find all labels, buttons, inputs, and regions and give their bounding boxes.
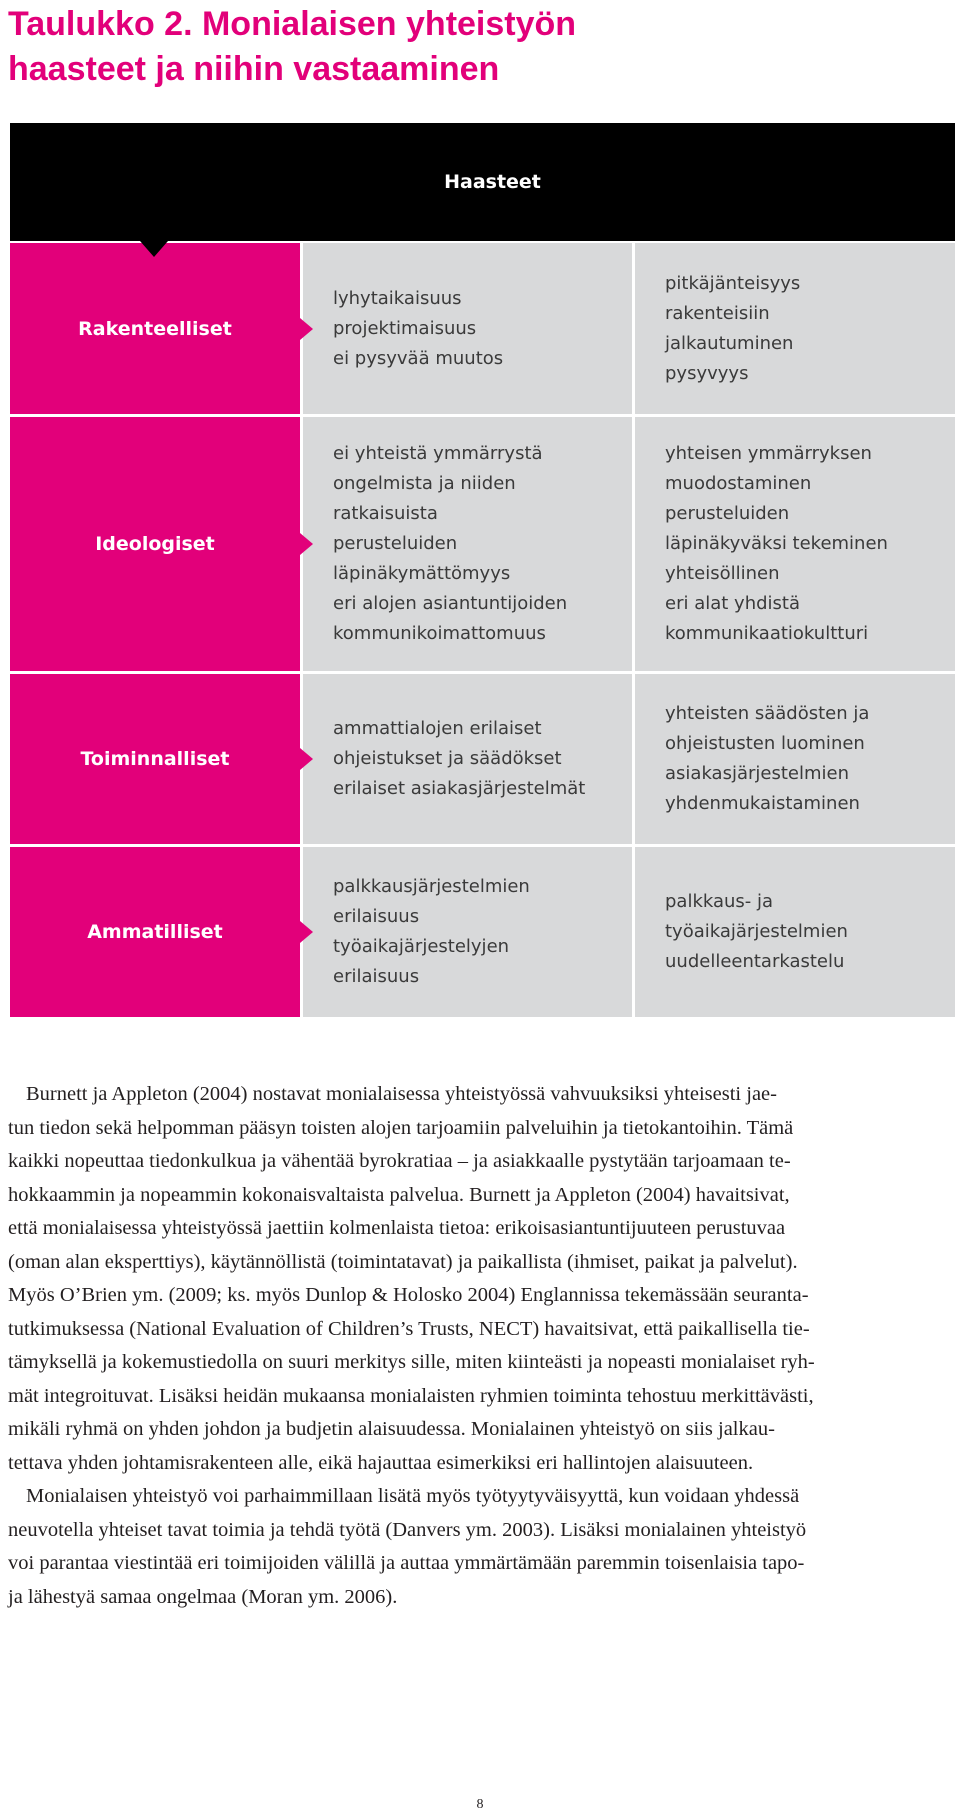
cell-line: pitkäjänteisyys	[665, 272, 801, 294]
table-body	[10, 243, 955, 1017]
arrow-right-icon	[300, 921, 313, 943]
paragraph-line: (oman alan eksperttiys), käytännöllistä (toimintatavat) ja paikallista (ihmiset, paikat ja palvelut).	[8, 1250, 798, 1273]
cell-line: perusteluiden	[333, 533, 458, 554]
title-line-1: Taulukko 2. Monialaisen yhteistyön	[8, 5, 577, 43]
arrow-right-icon	[300, 533, 313, 555]
category-cell	[10, 417, 300, 671]
response-cell	[635, 243, 955, 414]
cell-line: ei pysyvää muutos	[333, 347, 504, 369]
category-label: Toiminnalliset	[80, 748, 230, 770]
cell-line: ongelmista ja niiden	[333, 473, 516, 494]
response-cell-lines	[665, 699, 869, 819]
cell-line: perusteluiden	[665, 503, 790, 524]
cell-line: jalkautuminen	[665, 332, 794, 354]
response-cell	[635, 847, 955, 1017]
cell-line: eri alojen asiantuntijoiden	[333, 593, 568, 614]
title-line-2: haasteet ja niihin vastaaminen	[8, 50, 500, 88]
category-label: Ideologiset	[95, 533, 215, 555]
cell-line: projektimaisuus	[333, 317, 477, 339]
paragraph-line: voi parantaa viestintää eri toimijoiden välillä ja auttaa ymmärtämään paremmin toisenlaisia tapo-	[8, 1552, 805, 1574]
paragraph-line: neuvotella yhteiset tavat toimia ja tehdä työtä (Danvers ym. 2003). Lisäksi monialainen yhteistyö	[8, 1518, 807, 1541]
challenge-cell	[303, 243, 632, 414]
response-cell	[635, 674, 955, 844]
cell-line: ohjeistukset ja säädökset	[333, 748, 562, 769]
paragraph	[8, 1480, 948, 1614]
cell-line: erilaisuus	[333, 906, 420, 927]
cell-line: yhteisten säädösten ja	[665, 703, 870, 724]
arrow-right-icon	[300, 748, 313, 770]
paragraph-line: Monialaisen yhteistyö voi parhaimmillaan lisätä myös työtyytyväisyyttä, kun voidaan yhdessä	[26, 1485, 800, 1507]
challenge-cell	[303, 417, 632, 671]
cell-line: palkkaus- ja	[665, 891, 774, 912]
cell-line: lyhytaikaisuus	[333, 287, 462, 309]
cell-line: asiakasjärjestelmien	[665, 763, 849, 784]
cell-line: työaikajärjestelmien	[665, 921, 848, 942]
paragraph-line: että monialaisessa yhteistyössä jaettiin kolmenlaista tietoa: erikoisasiantuntijuuteen perustuvaa	[8, 1217, 786, 1239]
category-label: Rakenteelliset	[78, 317, 232, 340]
challenges-table	[10, 123, 955, 1017]
cell-line: erilaiset asiakasjärjestelmät	[333, 778, 586, 799]
challenge-cell-lines	[333, 439, 567, 649]
cell-line: palkkausjärjestelmien	[333, 876, 530, 897]
cell-line: läpinäkyväksi tekeminen	[665, 533, 888, 554]
header-pointer-icon	[140, 241, 168, 257]
response-cell-lines	[665, 439, 888, 649]
category-cell	[10, 847, 300, 1017]
cell-line: ohjeistusten luominen	[665, 733, 865, 754]
challenge-cell-lines	[333, 872, 530, 992]
page-title	[8, 2, 948, 92]
cell-line: erilaisuus	[333, 966, 420, 987]
cell-line: muodostaminen	[665, 473, 812, 494]
response-cell	[635, 417, 955, 671]
challenge-cell	[303, 674, 632, 844]
paragraph-line: tettava yhden johtamisrakenteen alle, eikä hajauttaa esimerkiksi eri hallintojen alaisuuteen.	[8, 1451, 754, 1474]
challenge-cell	[303, 847, 632, 1017]
cell-line: rakenteisiin	[665, 302, 770, 324]
paragraph-line: mät integroituvat. Lisäksi heidän mukaansa monialaisten ryhmien toiminta tehostuu merkittävästi,	[8, 1384, 814, 1407]
table-header-label: Haasteet	[444, 171, 541, 193]
paragraph-line: tämyksellä ja kokemustiedolla on suuri merkitys sille, miten kiinteästi ja nopeasti monialaiset ryh-	[8, 1351, 815, 1373]
cell-line: yhteisöllinen	[665, 563, 780, 584]
table-header	[10, 123, 955, 241]
paragraph-line: tutkimuksessa (National Evaluation of Children’s Trusts, NECT) havaitsivat, että paikallisella tie-	[8, 1317, 810, 1340]
cell-line: ei yhteistä ymmärrystä	[333, 443, 543, 464]
arrow-right-icon	[300, 318, 313, 340]
cell-line: eri alat yhdistä	[665, 593, 800, 614]
paragraph-line: Burnett ja Appleton (2004) nostavat monialaisessa yhteistyössä vahvuuksiksi yhteisesti jae-	[26, 1083, 777, 1105]
challenge-cell-lines	[333, 714, 585, 804]
cell-line: ammattialojen erilaiset	[333, 718, 542, 739]
cell-line: kommunikaatiokultturi	[665, 623, 869, 644]
paragraph-line: Myös O’Brien ym. (2009; ks. myös Dunlop & Holosko 2004) Englannissa tekemässään seuranta-	[8, 1284, 809, 1306]
paragraph-line: kaikki nopeuttaa tiedonkulkua ja vähentää byrokratiaa – ja asiakkaalle pystytään tarjoamaan te-	[8, 1150, 791, 1172]
paragraph-line: mikäli ryhmä on yhden johdon ja budjetin alaisuudessa. Monialainen yhteistyö on siis jalkau-	[8, 1418, 775, 1440]
cell-line: läpinäkymättömyys	[333, 563, 511, 584]
response-cell-lines	[665, 269, 800, 389]
paragraph-line: hokkaammin ja nopeammin kokonaisvaltaista palvelua. Burnett ja Appleton (2004) havaitsivat,	[8, 1183, 790, 1206]
paragraph	[8, 1078, 948, 1480]
response-cell-lines	[665, 887, 848, 977]
cell-line: kommunikoimattomuus	[333, 623, 546, 644]
cell-line: ratkaisuista	[333, 503, 438, 524]
cell-line: pysyvyys	[665, 362, 749, 384]
body-text	[8, 1078, 948, 1614]
category-cell	[10, 674, 300, 844]
cell-line: yhdenmukaistaminen	[665, 793, 860, 814]
category-label: Ammatilliset	[87, 921, 223, 943]
table-row	[10, 847, 955, 1017]
category-cell	[10, 243, 300, 414]
cell-line: työaikajärjestelyjen	[333, 936, 510, 957]
table-row	[10, 417, 955, 671]
table-row	[10, 243, 955, 414]
paragraph-line: ja lähestyä samaa ongelmaa (Moran ym. 2006).	[8, 1585, 398, 1608]
page-number: 8	[476, 1797, 484, 1812]
challenge-cell-lines	[333, 284, 503, 374]
table-row	[10, 674, 955, 844]
cell-line: uudelleentarkastelu	[665, 951, 845, 972]
cell-line: yhteisen ymmärryksen	[665, 443, 872, 464]
paragraph-line: tun tiedon sekä helpomman pääsyn toisten alojen tarjoamiin palveluihin ja tietokantoihin. Tämä	[8, 1116, 794, 1139]
